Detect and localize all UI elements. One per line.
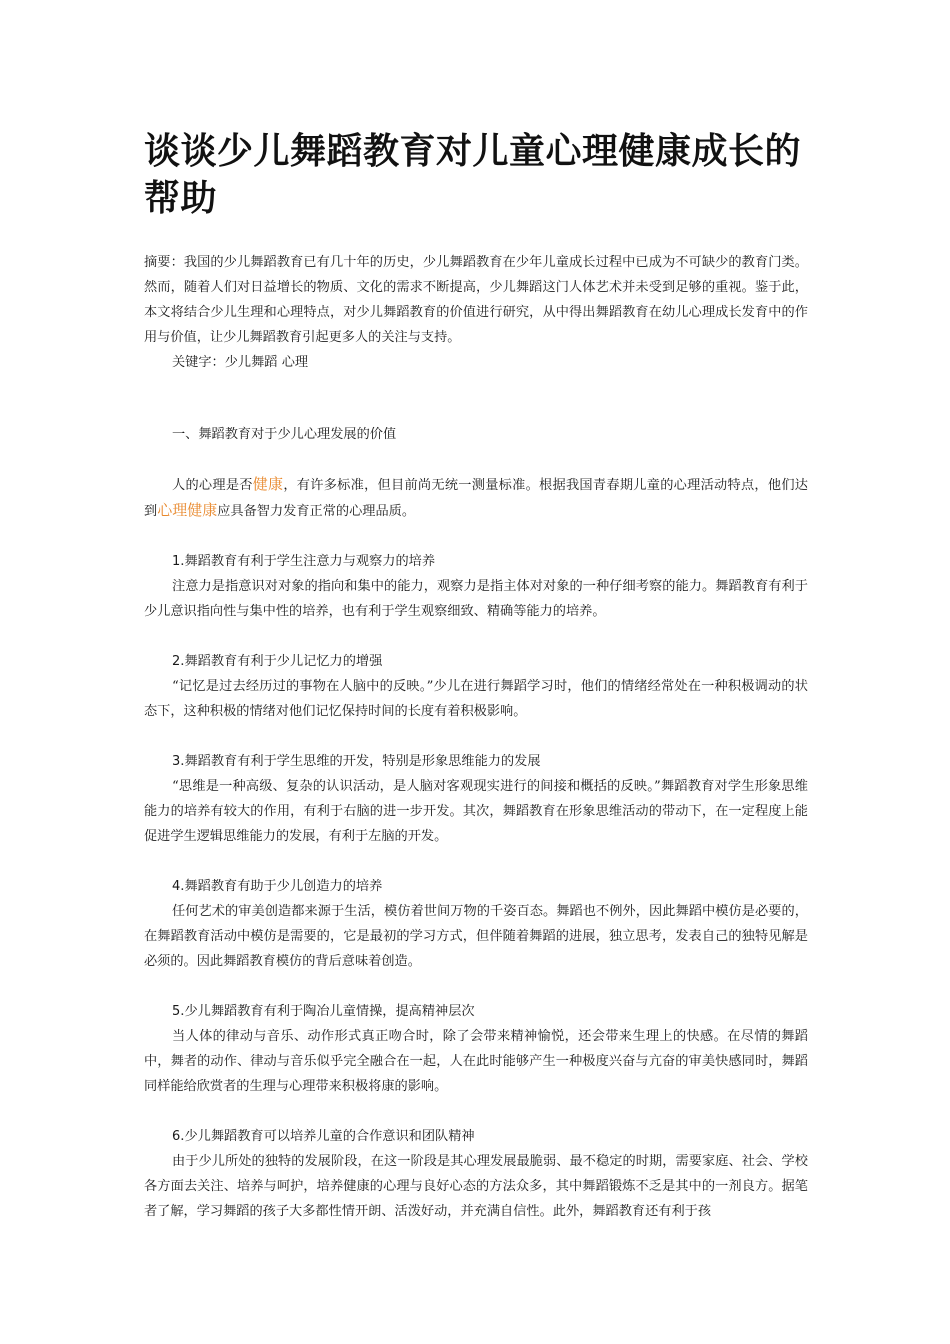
abstract-paragraph: 摘要：我国的少儿舞蹈教育已有几十年的历史，少儿舞蹈教育在少年儿童成长过程中已成为不可缺少的教育门类。然而，随着人们对日益增长的物质、文化的需求不断提高，少儿舞蹈这门人体艺术并未受到足够的重视。鉴于此，本文将结合少儿生理和心理特点，对少儿舞蹈教育的价值进行研究，从中得出舞蹈教育在幼儿心理成长发育中的作用与价值，让少儿舞蹈教育引起更多人的关注与支持。 [144,255,808,345]
item-number: 4 [172,879,181,894]
item-number: 2 [172,654,181,669]
item-heading-3 [144,749,808,774]
intro-text-2: ，有许多标准，但目前尚无统一测量标准。根据我国青春期儿童的心理活动特点，他们达到 [144,478,808,519]
item-paragraph-4: 任何艺术的审美创造都来源于生活，模仿着世间万物的千姿百态。舞蹈也不例外，因此舞蹈中模仿是必要的，在舞蹈教育活动中模仿是需要的，它是最初的学习方式，但伴随着舞蹈的进展，独立思考，发表自己的独特见解是必须的。因此舞蹈教育模仿的背后意味着创造。 [144,904,808,969]
item-paragraph-6: 由于少儿所处的独特的发展阶段，在这一阶段是其心理发展最脆弱、最不稳定的时期，需要家庭、社会、学校各方面去关注、培养与呵护，培养健康的心理与良好心态的方法众多，其中舞蹈锻炼不乏是其中的一剂良方。据笔者了解，学习舞蹈的孩子大多都性情开朗、活泼好动，并充满自信性。此外，舞蹈教育还有利于孩 [144,1154,808,1219]
item-heading-1 [144,549,808,574]
spacer [144,524,808,549]
item-heading-5 [144,999,808,1024]
keywords-line: 关键字：少儿舞蹈 心理 [172,355,309,370]
spacer [144,849,808,874]
item-heading-4 [144,874,808,899]
spacer [144,624,808,649]
document-title: 谈谈少儿舞蹈教育对儿童心理健康成长的帮助 [144,131,802,219]
item-heading-text: .少儿舞蹈教育有利于陶冶儿童情操，提高精神层次 [180,1004,475,1019]
item-paragraph-3: “思维是一种高级、复杂的认识活动，是人脑对客观现实进行的间接和概括的反映。”舞蹈教育对学生形象思维能力的培养有较大的作用，有利于右脑的进一步开发。其次，舞蹈教育在形象思维活动的带动下，在一定程度上能促进学生逻辑思维能力的发展，有利于左脑的开发。 [144,779,808,844]
link-mental-health[interactable]: 心理健康 [157,501,218,519]
item-number: 1 [172,554,181,569]
section-heading: 一、舞蹈教育对于少儿心理发展的价值 [172,427,397,442]
link-health[interactable]: 健康 [252,475,284,493]
item-heading-2 [144,649,808,674]
item-paragraph-2: “记忆是过去经历过的事物在人脑中的反映。”少儿在进行舞蹈学习时，他们的情绪经常处在一种积极调动的状态下，这种积极的情绪对他们记忆保持时间的长度有着积极影响。 [144,679,808,719]
item-heading-text: .舞蹈教育有利于学生注意力与观察力的培养 [180,554,436,569]
spacer [144,375,808,422]
spacer [144,447,808,472]
intro-paragraph [144,472,808,524]
item-heading-text: .舞蹈教育有利于学生思维的开发，特别是形象思维能力的发展 [180,754,541,769]
item-number: 6 [172,1129,181,1144]
item-heading-text: .舞蹈教育有利于少儿记忆力的增强 [180,654,383,669]
item-number: 5 [172,1004,181,1019]
spacer [144,1099,808,1124]
document-body [144,250,808,1224]
item-paragraph-5: 当人体的律动与音乐、动作形式真正吻合时，除了会带来精神愉悦，还会带来生理上的快感。在尽情的舞蹈中，舞者的动作、律动与音乐似乎完全融合在一起，人在此时能够产生一种极度兴奋与亢奋的审美快感同时，舞蹈同样能给欣赏者的生理与心理带来积极将康的影响。 [144,1029,808,1094]
item-heading-6 [144,1124,808,1149]
item-heading-text: .少儿舞蹈教育可以培养儿童的合作意识和团队精神 [180,1129,475,1144]
intro-text-3: 应具备智力发育正常的心理品质。 [217,504,416,519]
item-paragraph-1: 注意力是指意识对对象的指向和集中的能力，观察力是指主体对对象的一种仔细考察的能力。舞蹈教育有利于少儿意识指向性与集中性的培养，也有利于学生观察细致、精确等能力的培养。 [144,579,808,619]
spacer [144,974,808,999]
item-heading-text: .舞蹈教育有助于少儿创造力的培养 [180,879,383,894]
item-number: 3 [172,754,181,769]
spacer [144,724,808,749]
intro-text-1: 人的心理是否 [172,478,253,493]
